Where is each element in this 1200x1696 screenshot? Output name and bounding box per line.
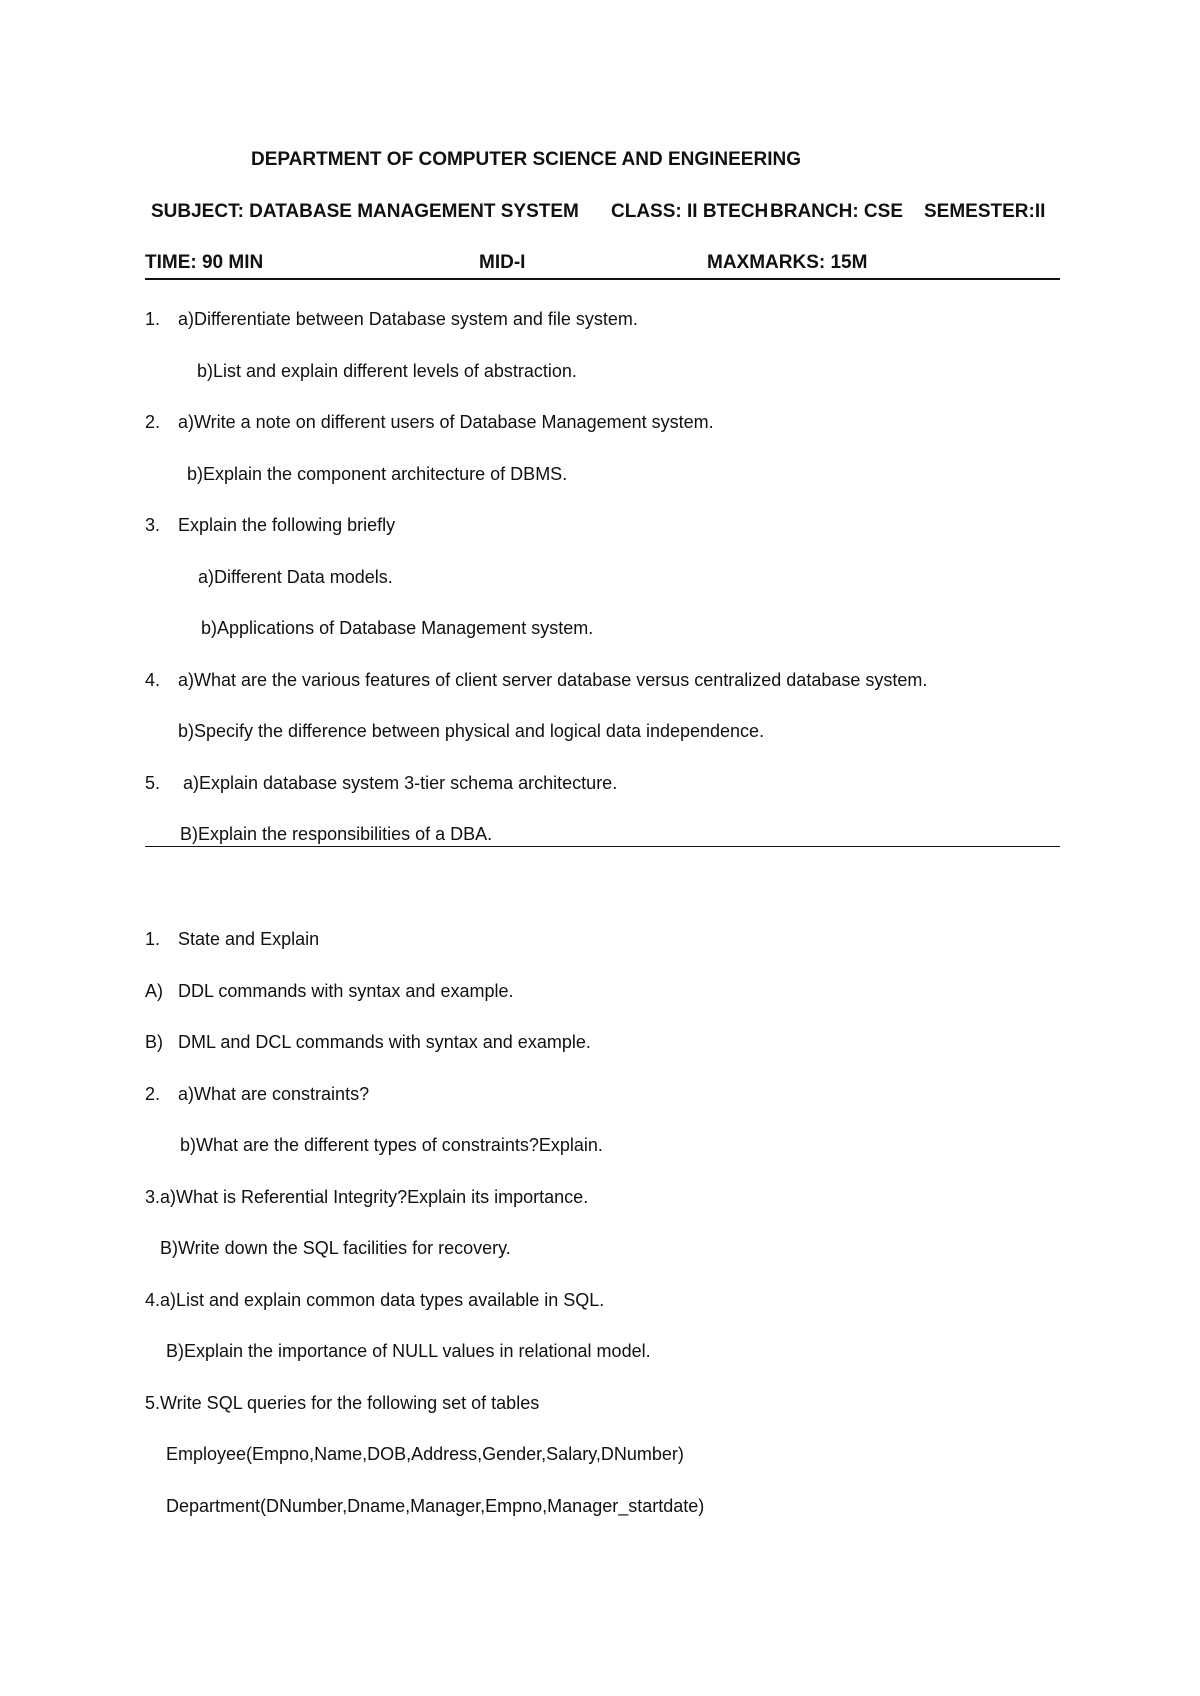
s2-q4-part-a: 4.a)List and explain common data types available in SQL. bbox=[145, 1290, 605, 1310]
s2-q2-part-b: b)What are the different types of constraints?Explain. bbox=[180, 1135, 603, 1155]
s1-q1-number: 1. bbox=[145, 309, 161, 329]
s2-q1-part-b: DML and DCL commands with syntax and example. bbox=[178, 1032, 591, 1052]
s2-q4-part-b: B)Explain the importance of NULL values in relational model. bbox=[166, 1341, 651, 1361]
header-divider bbox=[145, 278, 1060, 280]
class-label: CLASS: II BTECH bbox=[611, 201, 769, 222]
s1-q4-part-a: a)What are the various features of client server database versus centralized database system. bbox=[178, 670, 928, 690]
s1-q3-number: 3. bbox=[145, 515, 161, 535]
s1-q2-number: 2. bbox=[145, 412, 161, 432]
s1-q2-part-a: a)Write a note on different users of Database Management system. bbox=[178, 412, 714, 432]
time-label: TIME: 90 MIN bbox=[145, 252, 264, 273]
s1-q2-part-b: b)Explain the component architecture of DBMS. bbox=[187, 464, 568, 484]
s2-q3-part-a: 3.a)What is Referential Integrity?Explain its importance. bbox=[145, 1187, 589, 1207]
s2-q5-table-employee: Employee(Empno,Name,DOB,Address,Gender,Salary,DNumber) bbox=[166, 1444, 684, 1464]
s2-q1-part-a: DDL commands with syntax and example. bbox=[178, 981, 514, 1001]
s2-q2-part-a: a)What are constraints? bbox=[178, 1084, 370, 1104]
subject-label: SUBJECT: DATABASE MANAGEMENT SYSTEM bbox=[151, 201, 579, 222]
s1-q4-part-b: b)Specify the difference between physical and logical data independence. bbox=[178, 721, 765, 741]
s2-q5-stem: 5.Write SQL queries for the following set of tables bbox=[145, 1393, 540, 1413]
s1-q3-part-b: b)Applications of Database Management system. bbox=[201, 618, 594, 638]
department-title: DEPARTMENT OF COMPUTER SCIENCE AND ENGINEERING bbox=[251, 149, 801, 170]
section-divider bbox=[145, 846, 1060, 847]
maxmarks-label: MAXMARKS: 15M bbox=[707, 252, 868, 273]
s2-q1-a-marker: A) bbox=[145, 981, 163, 1001]
s2-q1-number: 1. bbox=[145, 929, 161, 949]
s1-q1-part-b: b)List and explain different levels of abstraction. bbox=[197, 361, 577, 381]
exam-label: MID-I bbox=[479, 252, 526, 273]
semester-label: SEMESTER:II bbox=[924, 201, 1046, 222]
s1-q3-part-a: a)Different Data models. bbox=[198, 567, 393, 587]
s1-q3-stem: Explain the following briefly bbox=[178, 515, 396, 535]
branch-label: BRANCH: CSE bbox=[770, 201, 903, 222]
s2-q2-number: 2. bbox=[145, 1084, 161, 1104]
s1-q5-part-a: a)Explain database system 3-tier schema architecture. bbox=[183, 773, 618, 793]
s1-q5-part-b: B)Explain the responsibilities of a DBA. bbox=[180, 824, 493, 844]
s1-q5-number: 5. bbox=[145, 773, 161, 793]
s1-q1-part-a: a)Differentiate between Database system and file system. bbox=[178, 309, 638, 329]
s2-q1-b-marker: B) bbox=[145, 1032, 163, 1052]
s2-q3-part-b: B)Write down the SQL facilities for recovery. bbox=[160, 1238, 511, 1258]
s2-q1-stem: State and Explain bbox=[178, 929, 320, 949]
s2-q5-table-department: Department(DNumber,Dname,Manager,Empno,Manager_startdate) bbox=[166, 1496, 705, 1516]
s1-q4-number: 4. bbox=[145, 670, 161, 690]
